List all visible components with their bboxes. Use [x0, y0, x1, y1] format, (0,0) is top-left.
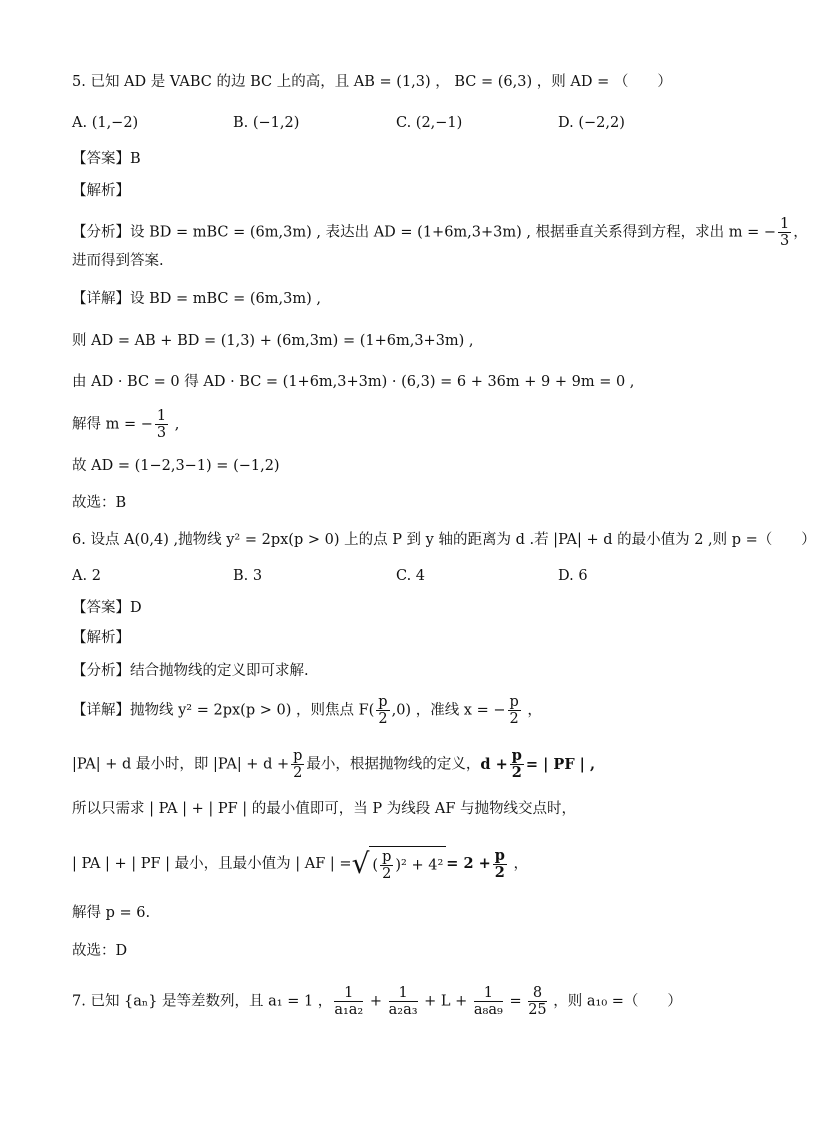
answer-value: D — [130, 600, 142, 616]
q6-xiangjie-3: 所以只需求 | PA | + | PF | 的最小值即可，当 P 为线段 AF 与抛物线交点时， — [72, 801, 577, 817]
fraction: $\frac{1}{\text{a₂a₃}}$ — [388, 985, 418, 1018]
q5-xiangjie-3: 由 AD · BC = 0 得 AD · BC = (1+6m,3+3m) · (6,3) = 6 + 36m + 9 + 9m = 0 , — [72, 374, 635, 390]
q5-stem: 5. 已知 AD 是 VABC 的边 BC 上的高，且 AB = (1,3) ， BC = (6,3) ，则 AD = （ ） — [72, 74, 672, 90]
q5-option-d: D. (−2,2) — [558, 115, 625, 131]
q6-xiangjie-6: 故选：D — [72, 943, 128, 959]
answer-tag: 【答案】 — [72, 600, 130, 616]
fenxi-text: 设 BD = mBC = (6m,3m) , 表达出 AD = (1+6m,3+3m) , 根据垂直关系得到方程，求出 m = − — [130, 224, 776, 241]
q5-xiangjie-5: 故 AD = (1−2,3−1) = (−1,2) — [72, 458, 280, 474]
fraction: $\frac{p}{2}$ — [494, 846, 505, 881]
q5-option-b: B. (−1,2) — [233, 115, 300, 131]
answer-tag: 【答案】 — [72, 151, 130, 167]
q5-xiangjie-2: 则 AD = AB + BD = (1,3) + (6m,3m) = (1+6m,3+3m) , — [72, 333, 474, 349]
q6-option-d: D. 6 — [558, 568, 588, 584]
q6-option-a: A. 2 — [72, 568, 101, 584]
xiangjie-tag: 【详解】 — [72, 702, 130, 719]
fraction: $\frac{p}{2}$ — [511, 747, 522, 781]
q6-option-c: C. 4 — [396, 568, 426, 584]
xiangjie-tag: 【详解】 — [72, 291, 130, 307]
q7-stem: 7. 已知 {aₙ} 是等差数列，且 a₁ = 1 ， $\frac{1}{\text{a₁a₂}}$ + $\frac{1}{\text{a₂a₃}}$ + L + $\frac{1}{\text{a₈a₉}}$ = $\frac{8}{25}$ ，则 a₁₀ =（ ） — [72, 985, 682, 1018]
fraction: $\frac{p}{2}$ — [378, 694, 388, 727]
fraction: $\frac{1}{3}$ — [156, 408, 167, 441]
q5-xiangjie-1: 【详解】设 BD = mBC = (6m,3m) , — [72, 291, 321, 307]
q6-xiangjie-1: 【详解】抛物线 y² = 2px(p > 0) ，则焦点 F( $\frac{p}{2}$ ,0) ，准线 x = − $\frac{p}{2}$ ， — [72, 694, 542, 727]
fraction: $\frac{1}{\text{a₈a₉}}$ — [473, 985, 503, 1018]
fraction: $\frac{p}{2}$ — [382, 849, 392, 882]
q5-xiangjie-4: 解得 m = − $\frac{1}{3}$ , — [72, 408, 180, 441]
fenxi-tag: 【分析】 — [72, 224, 130, 241]
q5-xiangjie-6: 故选：B — [72, 495, 127, 511]
q6-fenxi: 【分析】结合抛物线的定义即可求解. — [72, 663, 309, 679]
q6-stem: 6. 设点 A(0,4) ,抛物线 y² = 2px(p > 0) 上的点 P 到 y 轴的距离为 d .若 |PA| + d 的最小值为 2 ,则 p =（ ） — [72, 532, 816, 548]
q5-fenxi-cont: 进而得到答案. — [72, 253, 164, 269]
q6-xiangjie-4: | PA | + | PF | 最小，且最小值为 | AF | =√ ( $\frac{p}{2}$ )² + 4² = 2 + $\frac{p}{2}$ ， — [72, 846, 528, 882]
fenxi-tag: 【分析】 — [72, 663, 130, 679]
fraction: $\frac{p}{2}$ — [509, 694, 519, 727]
q5-fenxi: 【分析】设 BD = mBC = (6m,3m) , 表达出 AD = (1+6m,3+3m) , 根据垂直关系得到方程，求出 m = − $\frac{1}{3}$ ， — [72, 216, 808, 249]
fraction: $\frac{p}{2}$ — [293, 748, 303, 781]
fraction: $\frac{8}{25}$ — [528, 985, 547, 1018]
q5-analysis-tag: 【解析】 — [72, 183, 130, 199]
fraction: $\frac{1}{3}$ — [780, 216, 790, 249]
q6-xiangjie-5: 解得 p = 6. — [72, 905, 151, 921]
q5-answer — [72, 149, 141, 169]
q6-analysis-tag: 【解析】 — [72, 630, 130, 646]
q5-option-a: A. (1,−2) — [72, 115, 139, 131]
sqrt: √ ( $\frac{p}{2}$ )² + 4² — [352, 846, 447, 882]
q6-answer — [72, 598, 142, 618]
q5-option-c: C. (2,−1) — [396, 115, 463, 131]
q6-option-b: B. 3 — [233, 568, 263, 584]
fraction: $\frac{1}{\text{a₁a₂}}$ — [334, 985, 364, 1018]
answer-value: B — [130, 151, 141, 167]
q6-xiangjie-2: |PA| + d 最小时，即 |PA| + d + $\frac{p}{2}$ 最小，根据抛物线的定义，d + $\frac{p}{2}$ = | PF | , — [72, 747, 596, 781]
